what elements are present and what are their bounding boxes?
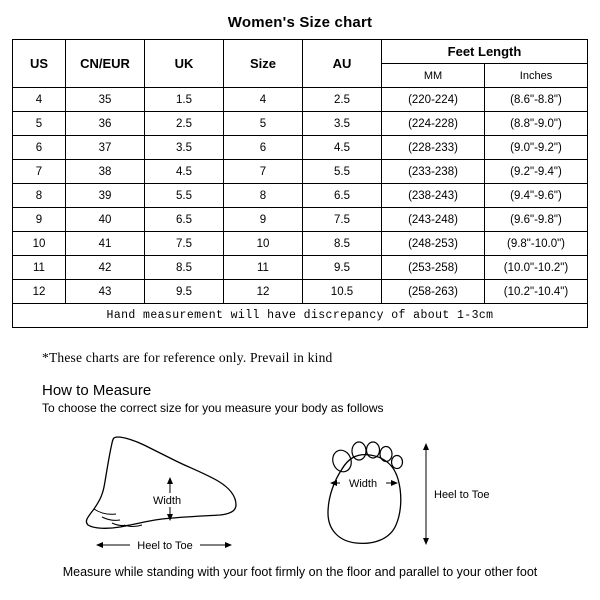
- cell-size: 10: [224, 232, 303, 256]
- cell-mm: (248-253): [382, 232, 485, 256]
- cell-uk: 4.5: [145, 160, 224, 184]
- cell-mm: (220-224): [382, 88, 485, 112]
- top-foot-figure: [328, 442, 489, 545]
- cell-inches: (8.6"-8.8"): [485, 88, 588, 112]
- side-width-arrow-head-top: [167, 477, 173, 484]
- cell-us: 4: [13, 88, 66, 112]
- cell-cn-eur: 38: [66, 160, 145, 184]
- side-foot-figure: [86, 437, 236, 552]
- hand-measurement-note: Hand measurement will have discrepancy of about 1-3cm: [13, 304, 588, 328]
- cell-inches: (10.2"-10.4"): [485, 280, 588, 304]
- how-to-measure-title: How to Measure: [42, 382, 152, 399]
- column-header-mm: MM: [382, 64, 485, 88]
- cell-cn-eur: 36: [66, 112, 145, 136]
- cell-au: 8.5: [303, 232, 382, 256]
- reference-note: *These charts are for reference only. Prevail in kind: [42, 350, 333, 365]
- table-row: [13, 136, 588, 160]
- cell-us: 7: [13, 160, 66, 184]
- cell-inches: (9.6"-9.8"): [485, 208, 588, 232]
- cell-inches: (8.8"-9.0"): [485, 112, 588, 136]
- cell-mm: (238-243): [382, 184, 485, 208]
- toe-2: [352, 442, 366, 460]
- cell-au: 2.5: [303, 88, 382, 112]
- measurement-footer-note: Measure while standing with your foot firmly on the floor and parallel to your other foot: [62, 565, 538, 579]
- cell-inches: (10.0"-10.2"): [485, 256, 588, 280]
- cell-mm: (233-238): [382, 160, 485, 184]
- toe-4: [380, 447, 392, 462]
- cell-size: 6: [224, 136, 303, 160]
- cell-au: 10.5: [303, 280, 382, 304]
- cell-us: 5: [13, 112, 66, 136]
- column-header-us: US: [13, 40, 66, 88]
- table-row: [13, 88, 588, 112]
- column-header-uk: UK: [145, 40, 224, 88]
- cell-cn-eur: 42: [66, 256, 145, 280]
- how-to-measure-subtitle: To choose the correct size for you measure your body as follows: [42, 401, 384, 415]
- cell-us: 11: [13, 256, 66, 280]
- table-row: [13, 208, 588, 232]
- table-row: [13, 280, 588, 304]
- cell-mm: (253-258): [382, 256, 485, 280]
- cell-uk: 3.5: [145, 136, 224, 160]
- cell-size: 5: [224, 112, 303, 136]
- top-width-arrow-head-right: [391, 480, 398, 486]
- table-body: [13, 88, 588, 328]
- top-heel-toe-arrow-head-bottom: [423, 538, 429, 545]
- cell-size: 4: [224, 88, 303, 112]
- cell-uk: 6.5: [145, 208, 224, 232]
- cell-size: 7: [224, 160, 303, 184]
- top-foot-outline: [328, 455, 401, 544]
- side-heel-toe-arrow-head-left: [96, 542, 103, 548]
- column-header-cn-eur: CN/EUR: [66, 40, 145, 88]
- column-header-feet-length: Feet Length: [382, 40, 588, 64]
- page-title: Women's Size chart: [227, 14, 373, 31]
- cell-cn-eur: 40: [66, 208, 145, 232]
- column-header-au: AU: [303, 40, 382, 88]
- cell-cn-eur: 43: [66, 280, 145, 304]
- cell-inches: (9.4"-9.6"): [485, 184, 588, 208]
- cell-us: 12: [13, 280, 66, 304]
- cell-size: 11: [224, 256, 303, 280]
- column-header-inches: Inches: [485, 64, 588, 88]
- cell-us: 9: [13, 208, 66, 232]
- cell-size: 9: [224, 208, 303, 232]
- side-width-label: Width: [152, 495, 182, 507]
- cell-au: 6.5: [303, 184, 382, 208]
- cell-size: 12: [224, 280, 303, 304]
- side-foot-detail-2: [102, 517, 120, 520]
- cell-mm: (224-228): [382, 112, 485, 136]
- cell-inches: (9.8"-10.0"): [485, 232, 588, 256]
- cell-inches: (9.2"-9.4"): [485, 160, 588, 184]
- cell-au: 5.5: [303, 160, 382, 184]
- cell-us: 8: [13, 184, 66, 208]
- cell-us: 6: [13, 136, 66, 160]
- cell-us: 10: [13, 232, 66, 256]
- measurement-figures: [12, 421, 600, 561]
- toe-1: [330, 448, 354, 475]
- table-header-row-1: [13, 40, 588, 64]
- cell-au: 7.5: [303, 208, 382, 232]
- cell-cn-eur: 35: [66, 88, 145, 112]
- column-header-size: Size: [224, 40, 303, 88]
- side-foot-detail-3: [112, 523, 130, 526]
- cell-au: 4.5: [303, 136, 382, 160]
- table-row: [13, 184, 588, 208]
- top-heel-toe-arrow-head-top: [423, 443, 429, 450]
- cell-uk: 1.5: [145, 88, 224, 112]
- cell-uk: 7.5: [145, 232, 224, 256]
- cell-au: 9.5: [303, 256, 382, 280]
- cell-mm: (228-233): [382, 136, 485, 160]
- cell-mm: (243-248): [382, 208, 485, 232]
- cell-au: 3.5: [303, 112, 382, 136]
- cell-cn-eur: 39: [66, 184, 145, 208]
- cell-uk: 9.5: [145, 280, 224, 304]
- cell-cn-eur: 37: [66, 136, 145, 160]
- size-chart-table: [12, 39, 588, 328]
- top-width-label: Width: [348, 478, 378, 490]
- cell-uk: 5.5: [145, 184, 224, 208]
- table-row: [13, 256, 588, 280]
- cell-size: 8: [224, 184, 303, 208]
- side-heel-toe-arrow-head-right: [225, 542, 232, 548]
- cell-cn-eur: 41: [66, 232, 145, 256]
- cell-mm: (258-263): [382, 280, 485, 304]
- cell-uk: 2.5: [145, 112, 224, 136]
- table-row: [13, 160, 588, 184]
- side-heel-toe-label: Heel to Toe: [137, 540, 193, 552]
- toe-5: [392, 456, 403, 469]
- table-row: [13, 232, 588, 256]
- table-note-row: [13, 304, 588, 328]
- top-heel-toe-label: Heel to Toe: [434, 489, 490, 501]
- table-row: [13, 112, 588, 136]
- cell-inches: (9.0"-9.2"): [485, 136, 588, 160]
- foot-diagrams: [12, 421, 600, 561]
- cell-uk: 8.5: [145, 256, 224, 280]
- table-header: [13, 40, 588, 88]
- side-foot-detail-1: [94, 509, 116, 514]
